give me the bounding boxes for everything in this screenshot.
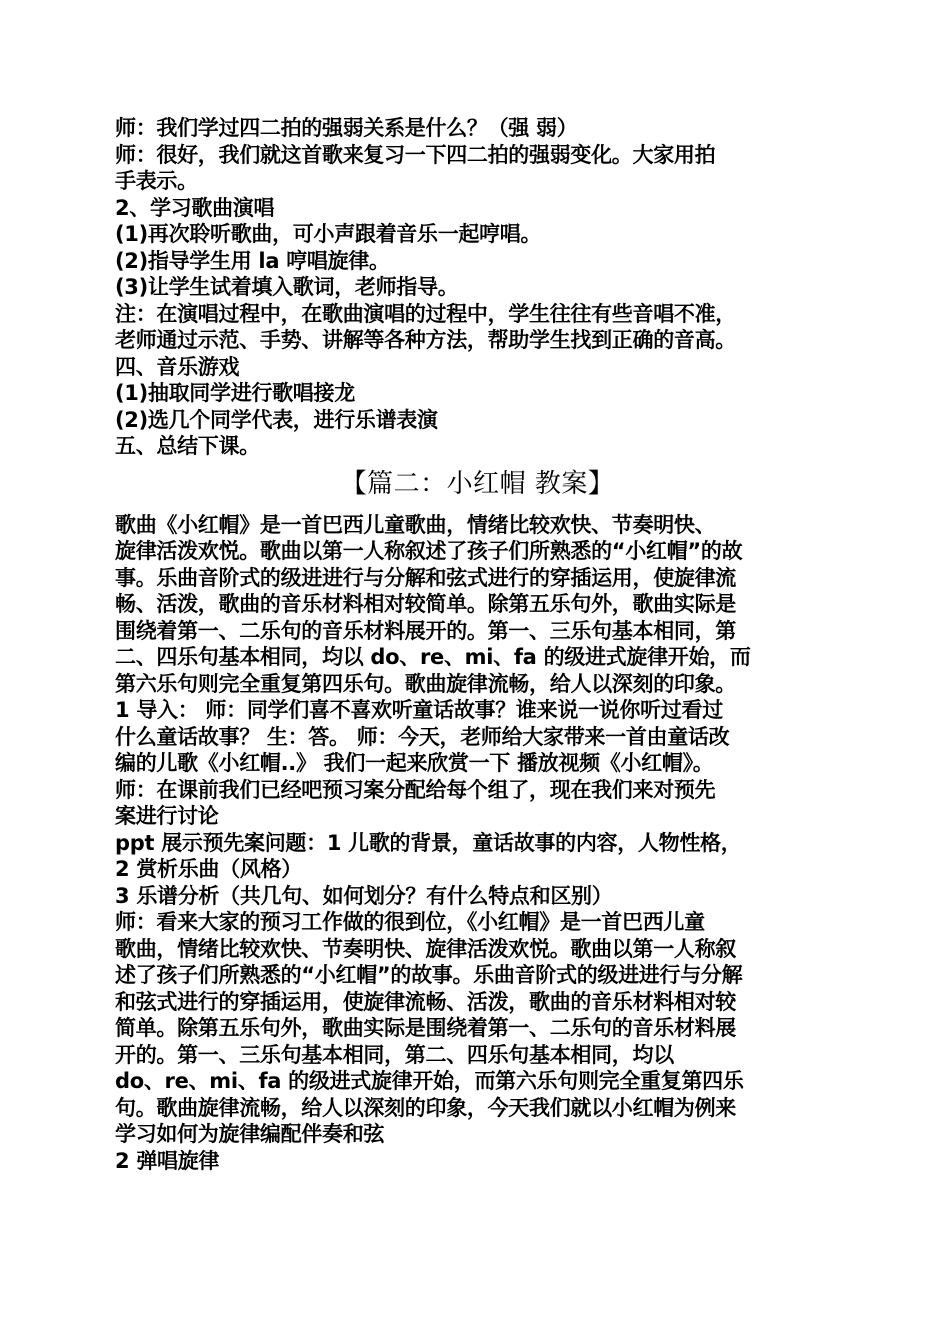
text-line: 手表示。 [115, 169, 198, 193]
text-line: 2 弹唱旋律 [115, 1148, 220, 1173]
text-line: 1 导入： 师：同学们喜不喜欢听童话故事？谁来说一说你听过看过 [115, 698, 723, 722]
text-line: do、re、mi、fa 的级进式旋律开始，而第六乐句则完全重复第四乐 [115, 1069, 744, 1093]
text-line: 第六乐句则完全重复第四乐句。歌曲旋律流畅，给人以深刻的印象。 [115, 671, 736, 696]
text-line: (2)选几个同学代表，进行乐谱表演 [115, 407, 438, 432]
text-line: 开的。第一、三乐句基本相同，第二、四乐句基本相同，均以 [115, 1042, 674, 1067]
text-line: 师：很好，我们就这首歌来复习一下四二拍的强弱变化。大家用拍 [115, 142, 716, 167]
text-line: (2)指导学生用 la 哼唱旋律。 [115, 248, 390, 273]
text-line: (1)再次聆听歌曲，可小声跟着音乐一起哼唱。 [115, 222, 542, 246]
text-line: 和弦式进行的穿插运用，使旋律流畅、活泼，歌曲的音乐材料相对较 [115, 989, 736, 1014]
text-line: 歌曲《小红帽》是一首巴西儿童歌曲，情绪比较欢快、节奏明快、 [115, 512, 716, 537]
text-line: 老师通过示范、手势、讲解等各种方法，帮助学生找到正确的音高。 [115, 328, 736, 352]
text-line: 2 赏析乐曲（风格） [115, 857, 302, 881]
text-line: 二、四乐句基本相同，均以 do、re、mi、fa 的级进式旋律开始，而 [115, 645, 751, 669]
text-line: 什么童话故事？ 生：答。 师：今天，老师给大家带来一首由童话改 [115, 724, 730, 749]
text-line: 3 乐谱分析（共几句、如何划分？有什么特点和区别） [115, 883, 613, 908]
text-line: 事。乐曲音阶式的级进进行与分解和弦式进行的穿插运用，使旋律流 [115, 565, 736, 590]
text-line: 四、音乐游戏 [115, 354, 240, 379]
text-line: (3)让学生试着填入歌词，老师指导。 [115, 275, 459, 299]
text-line: 歌曲，情绪比较欢快、节奏明快、旋律活泼欢悦。歌曲以第一人称叙 [115, 936, 736, 961]
text-line: 2、学习歌曲演唱 [115, 195, 275, 220]
text-line: 学习如何为旋律编配伴奏和弦 [115, 1122, 385, 1146]
text-line: 围绕着第一、二乐句的音乐材料展开的。第一、三乐句基本相同，第 [115, 618, 736, 643]
document-page [115, 115, 840, 1174]
text-line: 师：在课前我们已经吧预习案分配给每个组了，现在我们来对预先 [115, 777, 716, 802]
text-line: 师：我们学过四二拍的强弱关系是什么？（强 弱） [115, 116, 578, 140]
lesson-plan-section-1 [115, 115, 840, 460]
text-line: (1)抽取同学进行歌唱接龙 [115, 381, 355, 405]
section-heading: 【篇二：小红帽 教案】 [340, 468, 615, 499]
text-line: 畅、活泼，歌曲的音乐材料相对较简单。除第五乐句外，歌曲实际是 [115, 592, 736, 616]
text-line: 五、总结下课。 [115, 434, 260, 458]
text-line: 简单。除第五乐句外，歌曲实际是围绕着第一、二乐句的音乐材料展 [115, 1016, 736, 1040]
text-line: 旋律活泼欢悦。歌曲以第一人称叙述了孩子们所熟悉的“小红帽”的故 [115, 539, 743, 563]
text-line: 师：看来大家的预习工作做的很到位，《小红帽》是一首巴西儿童 [115, 910, 705, 934]
text-line: 编的儿歌《小红帽..》 我们一起来欣赏一下 播放视频《小红帽》。 [115, 751, 714, 775]
text-line: 句。歌曲旋律流畅，给人以深刻的印象，今天我们就以小红帽为例来 [115, 1095, 736, 1120]
text-line: 述了孩子们所熟悉的“小红帽”的故事。乐曲音阶式的级进进行与分解 [115, 963, 743, 987]
text-line: ppt 展示预先案问题：1 儿歌的背景，童话故事的内容，人物性格， [115, 830, 742, 855]
lesson-plan-section-2 [115, 512, 840, 1175]
text-line: 注：在演唱过程中，在歌曲演唱的过程中，学生往往有些音唱不准， [115, 301, 736, 326]
text-line: 案进行讨论 [115, 804, 219, 828]
